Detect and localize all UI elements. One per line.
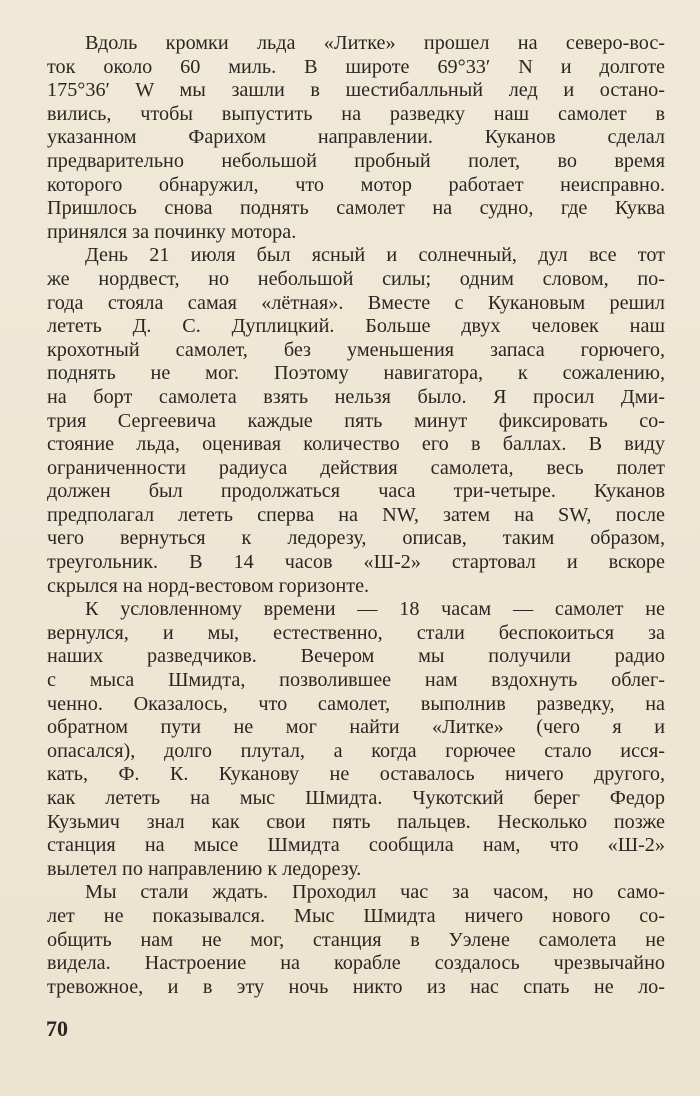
page-number: 70 bbox=[46, 1016, 68, 1041]
text-line: Вдоль кромки льда «Литке» прошел на северо-вос- bbox=[85, 32, 665, 54]
text-line: видела. Настроение на корабле создалось чрезвычайно bbox=[47, 952, 665, 975]
text-line: указанном Фарихом направлении. Куканов сделал bbox=[47, 126, 665, 149]
text-line: Пришлось снова поднять самолет на судно, где Куква bbox=[47, 197, 665, 220]
text-line: трия Сергеевича каждые пять минут фиксировать со- bbox=[47, 409, 665, 432]
text-line: должен был продолжаться часа три-четыре. Куканов bbox=[47, 480, 665, 503]
text-line: тревожное, и в эту ночь никто из нас спать не ло- bbox=[47, 975, 665, 998]
text-line: предполагал лететь сперва на NW, затем на SW, после bbox=[47, 503, 665, 526]
text-line: поднять не мог. Поэтому навигатора, к сожалению, bbox=[47, 362, 665, 385]
text-line: с мыса Шмидта, позволившее нам вздохнуть облег- bbox=[47, 669, 665, 692]
text-line: общить нам не мог, станция в Уэлене самолета не bbox=[47, 928, 665, 951]
text-line: станция на мысе Шмидта сообщила нам, что «Ш-2» bbox=[47, 834, 665, 857]
text-line: ограниченности радиуса действия самолета, весь полет bbox=[47, 456, 665, 479]
text-line: 175°36′ W мы зашли в шестибалльный лед и остано- bbox=[47, 79, 665, 102]
text-line: предварительно небольшой пробный полет, во время bbox=[47, 149, 665, 172]
text-line: кать, Ф. К. Куканову не оставалось ничего другого, bbox=[47, 763, 665, 786]
text-line: чего вернуться к ледорезу, описав, таким образом, bbox=[47, 527, 665, 550]
text-line: которого обнаружил, что мотор работает неисправно. bbox=[47, 173, 665, 196]
text-line: же нордвест, но небольшой силы; одним словом, по- bbox=[47, 267, 665, 290]
text-line: как лететь на мыс Шмидта. Чукотский берег Федор bbox=[47, 787, 665, 809]
text-line: вернулся, и мы, естественно, стали беспокоиться за bbox=[47, 621, 665, 644]
text-line: Кузьмич знал как свои пять пальцев. Несколько позже bbox=[47, 810, 665, 833]
text-line: скрылся на норд-вестовом горизонте. bbox=[47, 574, 370, 597]
text-line: года стояла самая «лётная». Вместе с Кукановым решил bbox=[47, 291, 665, 314]
text-line: День 21 июля был ясный и солнечный, дул все тот bbox=[85, 244, 665, 267]
text-line: крохотный самолет, без уменьшения запаса горючего, bbox=[47, 338, 665, 361]
page-body-text bbox=[47, 32, 665, 999]
text-line: стояние льда, оценивая количество его в баллах. В виду bbox=[47, 433, 665, 456]
text-line: на борт самолета взять нельзя было. Я просил Дми- bbox=[47, 385, 665, 408]
text-line: опасался), долго плутал, а когда горючее стало исся- bbox=[47, 739, 665, 762]
text-line: К условленному времени — 18 часам — самолет не bbox=[85, 598, 665, 621]
text-line: наших разведчиков. Вечером мы получили радио bbox=[47, 645, 665, 668]
text-line: лет не показывался. Мыс Шмидта ничего нового со- bbox=[47, 904, 665, 927]
text-line: ченно. Оказалось, что самолет, выполнив разведку, на bbox=[47, 692, 665, 715]
text-line: принялся за починку мотора. bbox=[47, 220, 297, 243]
text-line: обратном пути не мог найти «Литке» (чего я и bbox=[47, 716, 665, 739]
text-line: ток около 60 миль. В широте 69°33′ N и долготе bbox=[47, 55, 665, 78]
text-line: треугольник. В 14 часов «Ш-2» стартовал и вскоре bbox=[47, 551, 665, 574]
text-line: вылетел по направлению к ледорезу. bbox=[47, 857, 362, 880]
text-line: лететь Д. С. Дуплицкий. Больше двух человек наш bbox=[47, 315, 665, 338]
text-line: Мы стали ждать. Проходил час за часом, но само- bbox=[85, 881, 665, 904]
text-line: вились, чтобы выпустить на разведку наш самолет в bbox=[47, 102, 665, 125]
